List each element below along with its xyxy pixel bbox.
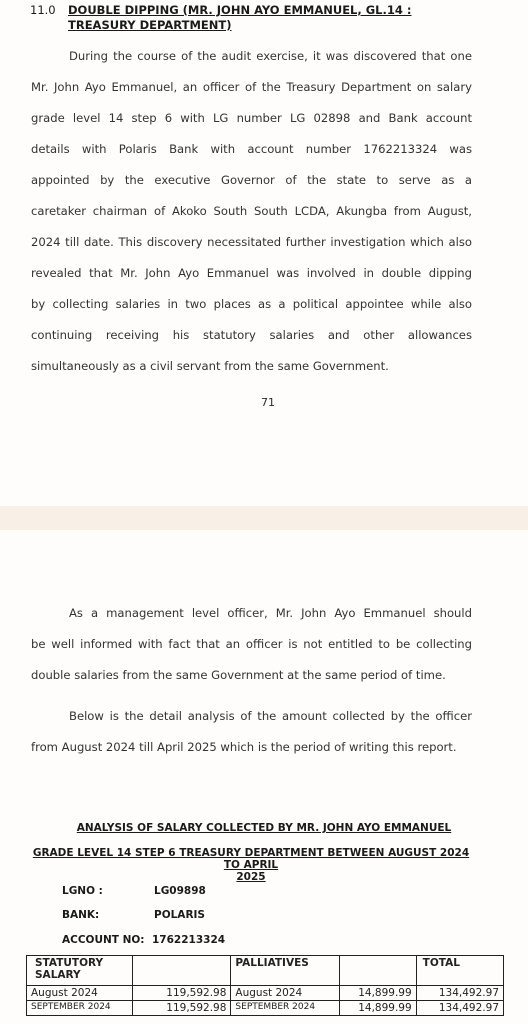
row-palliative: 14,899.99	[340, 986, 417, 1001]
paragraph-line: by collecting salaries in two places as a political appointee while also	[31, 297, 472, 311]
paragraph-line: be well informed with fact that an officer is not entitled to be collecting	[31, 637, 472, 651]
bank-value: POLARIS	[154, 909, 205, 921]
header-palliatives: PALLIATIVES	[231, 956, 340, 986]
row-palliative-month: August 2024	[231, 986, 340, 1001]
paragraph-line: During the course of the audit exercise, it was discovered that one	[69, 49, 472, 63]
page-number: 71	[261, 396, 275, 409]
lgno-label: LGNO :	[62, 885, 103, 897]
row-palliative: 14,899.99	[340, 1001, 417, 1016]
analysis-title: ANALYSIS OF SALARY COLLECTED BY MR. JOHN AYO EMMANUEL	[76, 822, 452, 834]
section-title-line2: TREASURY DEPARTMENT)	[68, 18, 232, 32]
header-total: TOTAL	[416, 956, 503, 986]
section-paragraph	[31, 41, 472, 382]
paragraph-line: simultaneously as a civil servant from the same Government.	[31, 359, 389, 373]
paragraph-line: As a management level officer, Mr. John Ayo Emmanuel should	[69, 606, 472, 620]
paragraph-line: double salaries from the same Government at the same period of time.	[31, 668, 446, 682]
paragraph-line: details with Polaris Bank with account number 1762213324 was	[31, 142, 472, 156]
paragraph-line: Below is the detail analysis of the amount collected by the officer	[69, 709, 472, 723]
paragraph-line: grade level 14 step 6 with LG number LG 02898 and Bank account	[31, 111, 472, 125]
table-header-row	[27, 956, 504, 986]
bank-label: BANK:	[62, 909, 100, 921]
section-title: DOUBLE DIPPING (MR. JOHN AYO EMMANUEL, GL.14 :	[68, 3, 412, 17]
row-month: August 2024	[27, 986, 133, 1001]
salary-table	[26, 955, 504, 1016]
header-blank	[133, 956, 231, 986]
section-heading	[30, 3, 412, 17]
page-separator	[0, 506, 528, 530]
account-value: 1762213324	[152, 934, 226, 946]
analysis-intro-paragraph	[31, 701, 472, 763]
grade-title	[30, 847, 472, 883]
row-salary: 119,592.98	[133, 986, 231, 1001]
header-statutory-salary: STATUTORY SALARY	[27, 956, 133, 986]
row-total: 134,492.97	[416, 1001, 503, 1016]
paragraph-line: continuing receiving his statutory salaries and other allowances	[31, 328, 472, 342]
paragraph-line: appointed by the executive Governor of the state to serve as a	[31, 173, 472, 187]
section-number: 11.0	[30, 3, 56, 17]
lgno-value: LG09898	[154, 885, 206, 897]
row-total: 134,492.97	[416, 986, 503, 1001]
paragraph-line: 2024 till date. This discovery necessitated further investigation which also	[31, 235, 472, 249]
grade-title-line1: GRADE LEVEL 14 STEP 6 TREASURY DEPARTMENT BETWEEN AUGUST 2024 TO APRIL	[32, 847, 470, 871]
grade-title-line2: 2025	[236, 871, 266, 883]
paragraph-line: from August 2024 till April 2025 which is the period of writing this report.	[31, 740, 457, 754]
paragraph-line: revealed that Mr. John Ayo Emmanuel was involved in double dipping	[31, 266, 472, 280]
management-paragraph	[31, 598, 472, 691]
account-label: ACCOUNT NO:	[62, 934, 145, 946]
paragraph-line: caretaker chairman of Akoko South South LCDA, Akungba from August,	[31, 204, 472, 218]
row-palliative-month: SEPTEMBER 2024	[231, 1001, 340, 1016]
row-salary: 119,592.98	[133, 1001, 231, 1016]
header-blank	[340, 956, 417, 986]
table-row	[27, 986, 504, 1001]
table-row	[27, 1001, 504, 1016]
paragraph-line: Mr. John Ayo Emmanuel, an officer of the Treasury Department on salary	[31, 80, 472, 94]
document-page-71	[0, 0, 528, 506]
row-month: SEPTEMBER 2024	[27, 1001, 133, 1016]
